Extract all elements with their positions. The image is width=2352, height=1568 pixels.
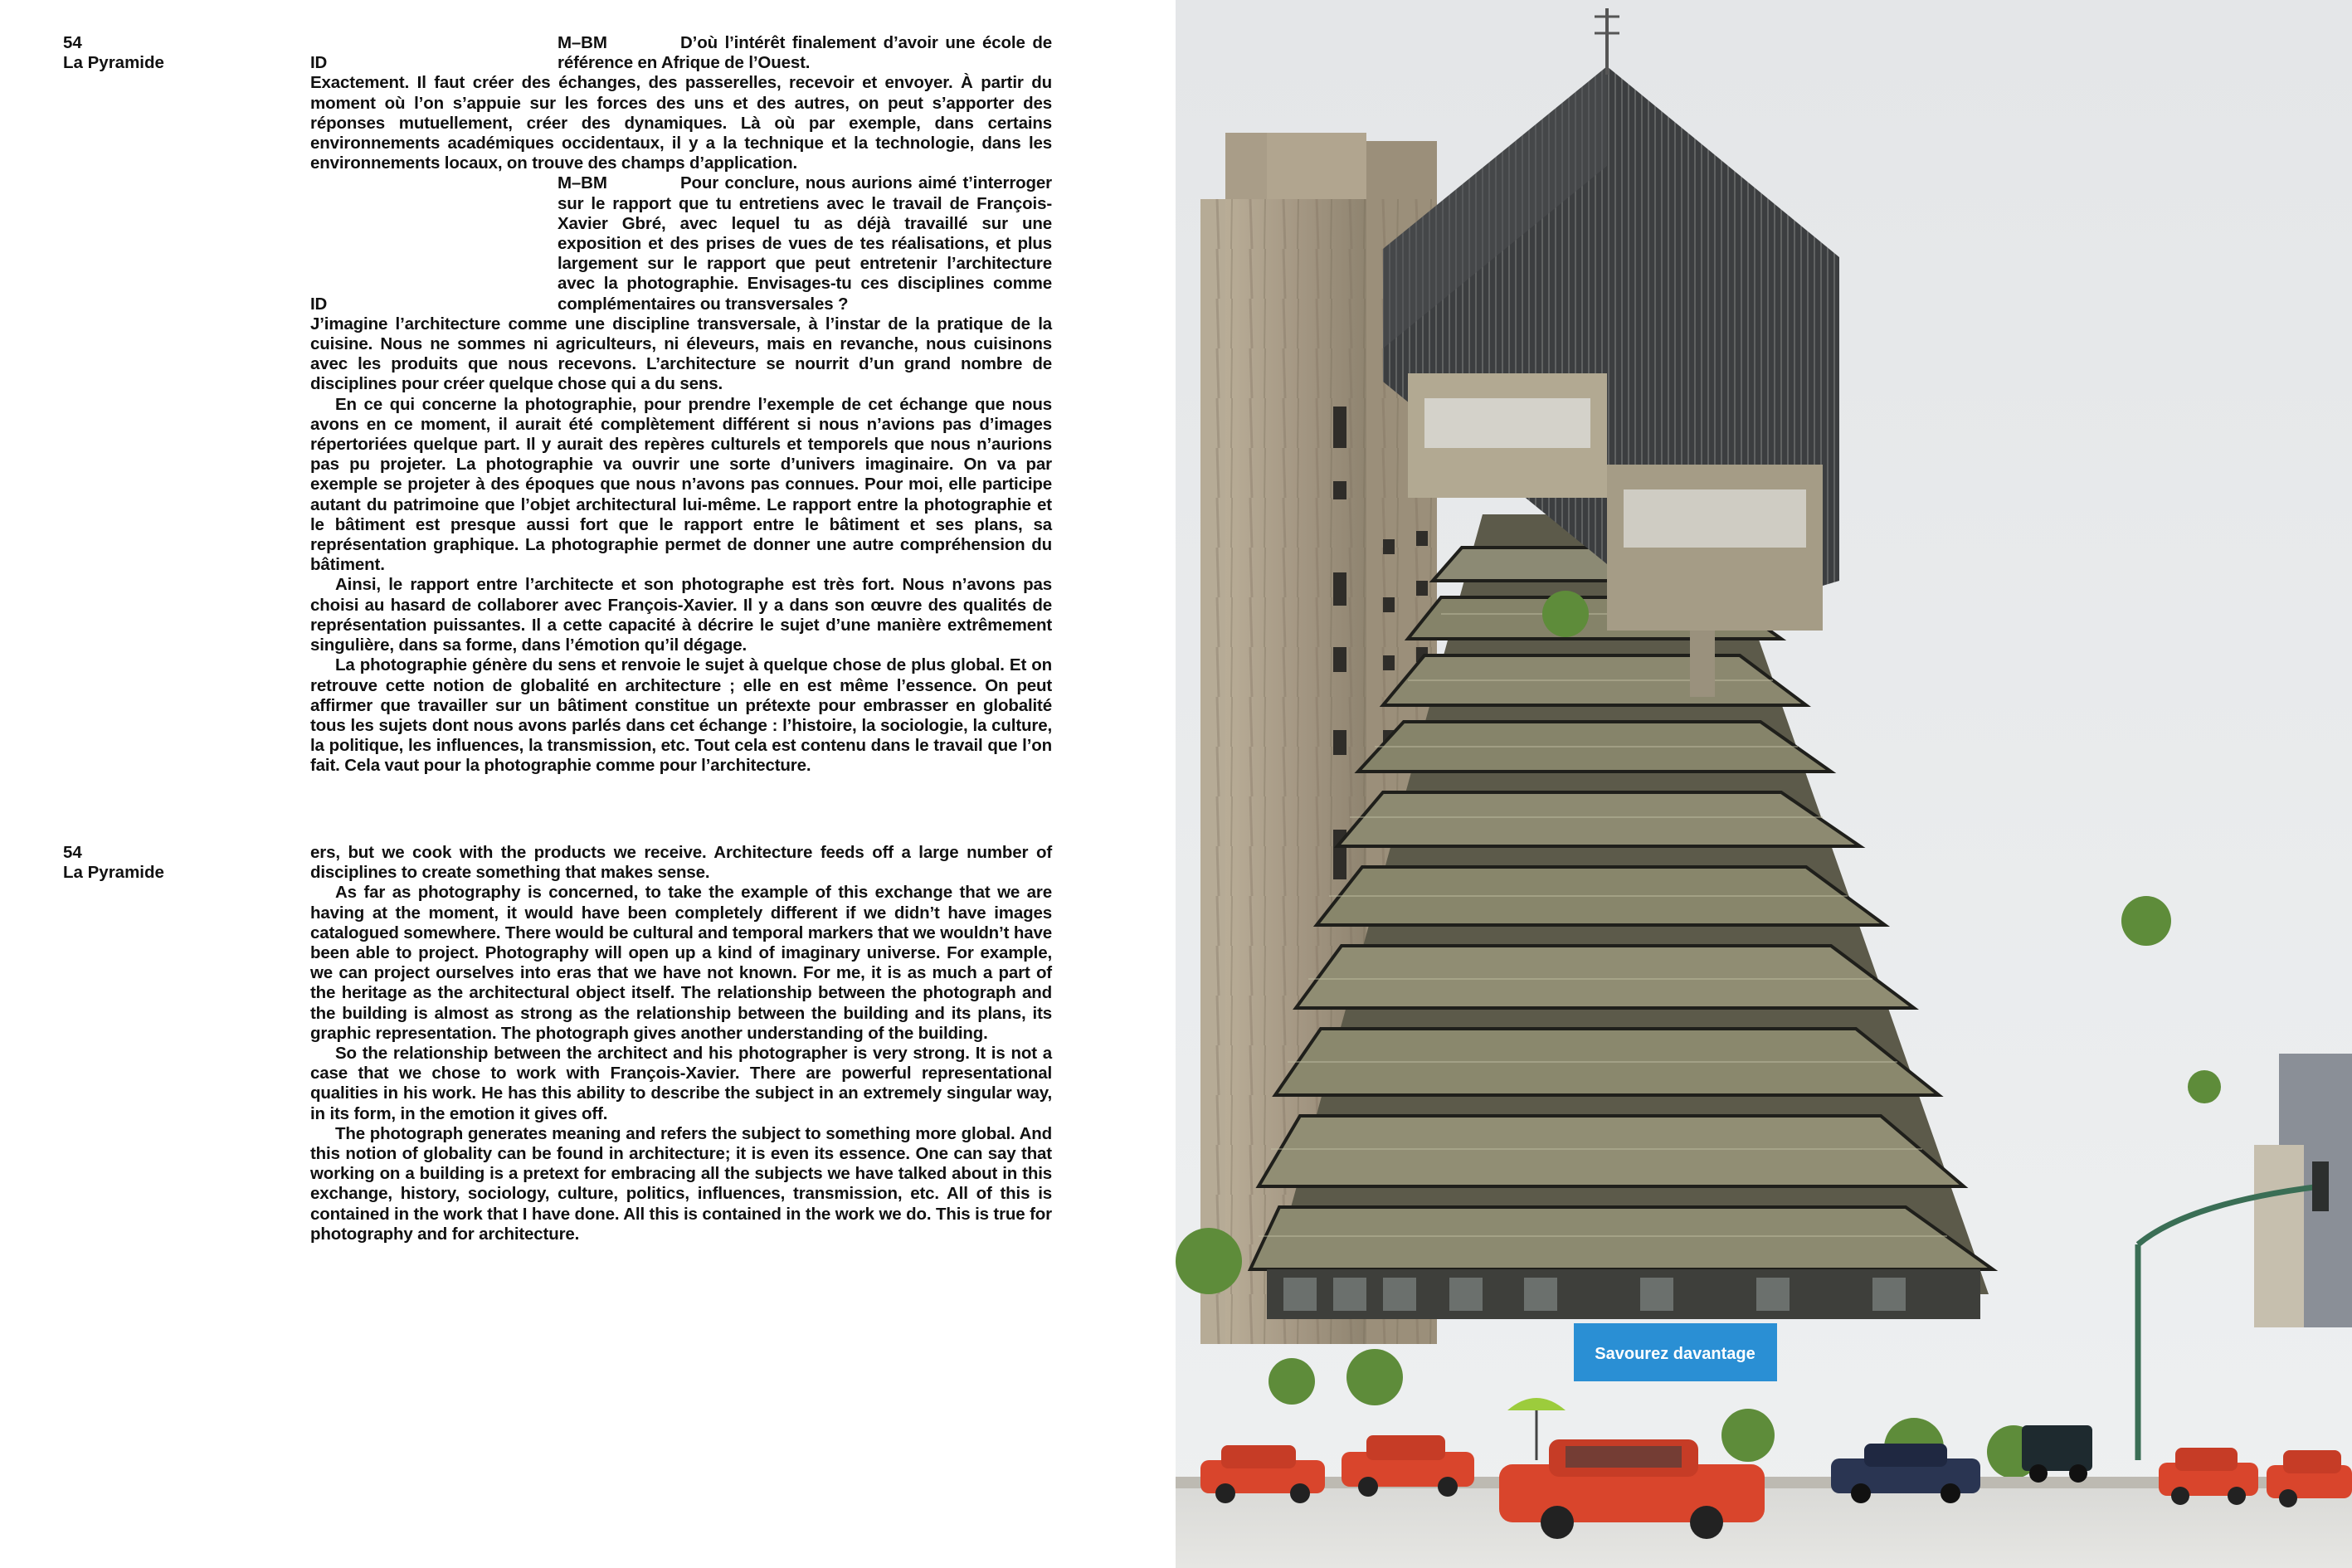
english-text-column — [310, 843, 1052, 1244]
answer-text: Exactement. Il faut créer des échanges, des passerelles, recevoir et envoyer. À partir du moment où l’on s’appuie sur les forces des uns et des autres, on peut s’apporter des réponses mutuellement, créer des dynamiques. Là où par exemple, dans certains environnements académiques occidentaux, il y a la technique et la technologie, dans les environnements locaux, on trouve des champs d’application. — [310, 73, 1052, 173]
right-page-photo — [1176, 0, 2352, 1568]
pyramid-building-photo — [1176, 0, 2352, 1568]
question-2 — [310, 173, 1052, 314]
question-text: D’où l’intérêt finalement d’avoir une école de référence en Afrique de l’Ouest. — [558, 33, 1052, 73]
paragraph: La photographie génère du sens et renvoie le sujet à quelque chose de plus global. Et on retrouve cette notion de globalité en architecture ; elle en est même l’essence. On peut affirmer que travailler sur un bâtiment constitue un prétexte pour embrasser en globalité tous les sujets dont nous avons parlés dans cet échange : l’histoire, la sociologie, la culture, la politique, les influences, la transmission, etc. Tout cela est contenu dans le travail que l’on fait. Cela vaut pour la photographie comme pour l’architecture. — [310, 655, 1052, 776]
paragraph: J’imagine l’architecture comme une discipline transversale, à l’instar de la pratique de la cuisine. Nous ne sommes ni agriculteurs, ni éleveurs, mais en revanche, nous cuisinons avec les produits que nous recevons. L’architecture se nourrit d’un grand nombre de disciplines pour créer quelque chose qui a du sens. — [310, 314, 1052, 394]
paragraph: So the relationship between the architect and his photographer is very strong. It is not a case that we chose to work with François-Xavier. There are powerful representational qualities in his work. He has this ability to describe the subject in an extremely singular way, in its form, in the emotion it gives off. — [310, 1044, 1052, 1123]
section-title: La Pyramide — [63, 863, 164, 882]
paragraph: As far as photography is concerned, to take the example of this exchange that we are having at the moment, it would have been completely different if we didn’t have images catalogued somewhere. There would be cultural and temporal markers that we wouldn’t have been able to project. Photography will open up a kind of imaginary universe. For example, we can project ourselves into eras that we have not known. For me, it is as much a part of the heritage as the architectural object itself. The relationship between the photograph and the building is almost as strong as the relationship between the building and its plans, its graphic representation. The photograph gives another understanding of the building. — [310, 883, 1052, 1043]
folio-english — [63, 843, 164, 883]
speaker-label: M–BM — [558, 33, 607, 52]
speaker-label: M–BM — [558, 173, 607, 193]
page-number: 54 — [63, 33, 82, 52]
paragraph: The photograph generates meaning and refers the subject to something more global. And this notion of globality can be found in architecture; it is even its essence. One can say that working on a building is a pretext for embracing all the subjects we have talked about in this exchange, history, sociology, culture, politics, influences, transmission, etc. All of this is contained in the work that I have done. All this is contained in the work we do. This is true for photography and for architecture. — [310, 1123, 1052, 1244]
section-title: La Pyramide — [63, 53, 164, 72]
answer-2 — [310, 294, 1052, 777]
paragraph: En ce qui concerne la photographie, pour prendre l’exemple de cet échange que nous avons en ce moment, il aurait été complètement différent si nous n’avions pas d’images répertoriées quelque part. Il y aurait des repères culturels et temporels que nous n’aurions pas pu projeter. La photographie va ouvrir une sorte d’univers imaginaire. On va par exemple se projeter à des époques que nous n’avons pas connues. Pour moi, elle participe autant du patrimoine que l’objet architectural lui-même. Le rapport entre la photographie et le bâtiment est presque aussi fort que le rapport entre le bâtiment et ses plans, sa représentation graphique. La photographie permet de donner une autre compréhension du bâtiment. — [310, 394, 1052, 575]
paragraph: Ainsi, le rapport entre l’architecte et son photographe est très fort. Nous n’avons pas choisi au hasard de collaborer avec François-Xavier. Il y a dans son œuvre des qualités de représentation puissantes. Il a cette capacité à décrire le sujet d’une manière extrêmement singulière, dans sa forme, dans l’émotion qu’il dégage. — [310, 575, 1052, 655]
speaker-label: ID — [310, 53, 328, 73]
advertising-banner — [1574, 1323, 1777, 1381]
speaker-label: ID — [310, 294, 328, 314]
question-text: Pour conclure, nous aurions aimé t’interroger sur le rapport que tu entretiens avec le travail de François-Xavier Gbré, avec lequel tu as déjà travaillé sur une exposition et des prises de vues de tes réalisations, et plus largement sur le rapport que peut entretenir l’architecture avec la photographie. Envisages-tu ces disciplines comme complémentaires ou transversales ? — [558, 173, 1052, 314]
question-1 — [310, 33, 1052, 73]
folio-french — [63, 33, 164, 73]
page-number: 54 — [63, 843, 82, 862]
french-text-column — [310, 33, 1052, 777]
banner-text: Savourez davantage — [1595, 1345, 1755, 1363]
paragraph: ers, but we cook with the products we receive. Architecture feeds off a large number of disciplines to create something that makes sense. — [310, 843, 1052, 883]
